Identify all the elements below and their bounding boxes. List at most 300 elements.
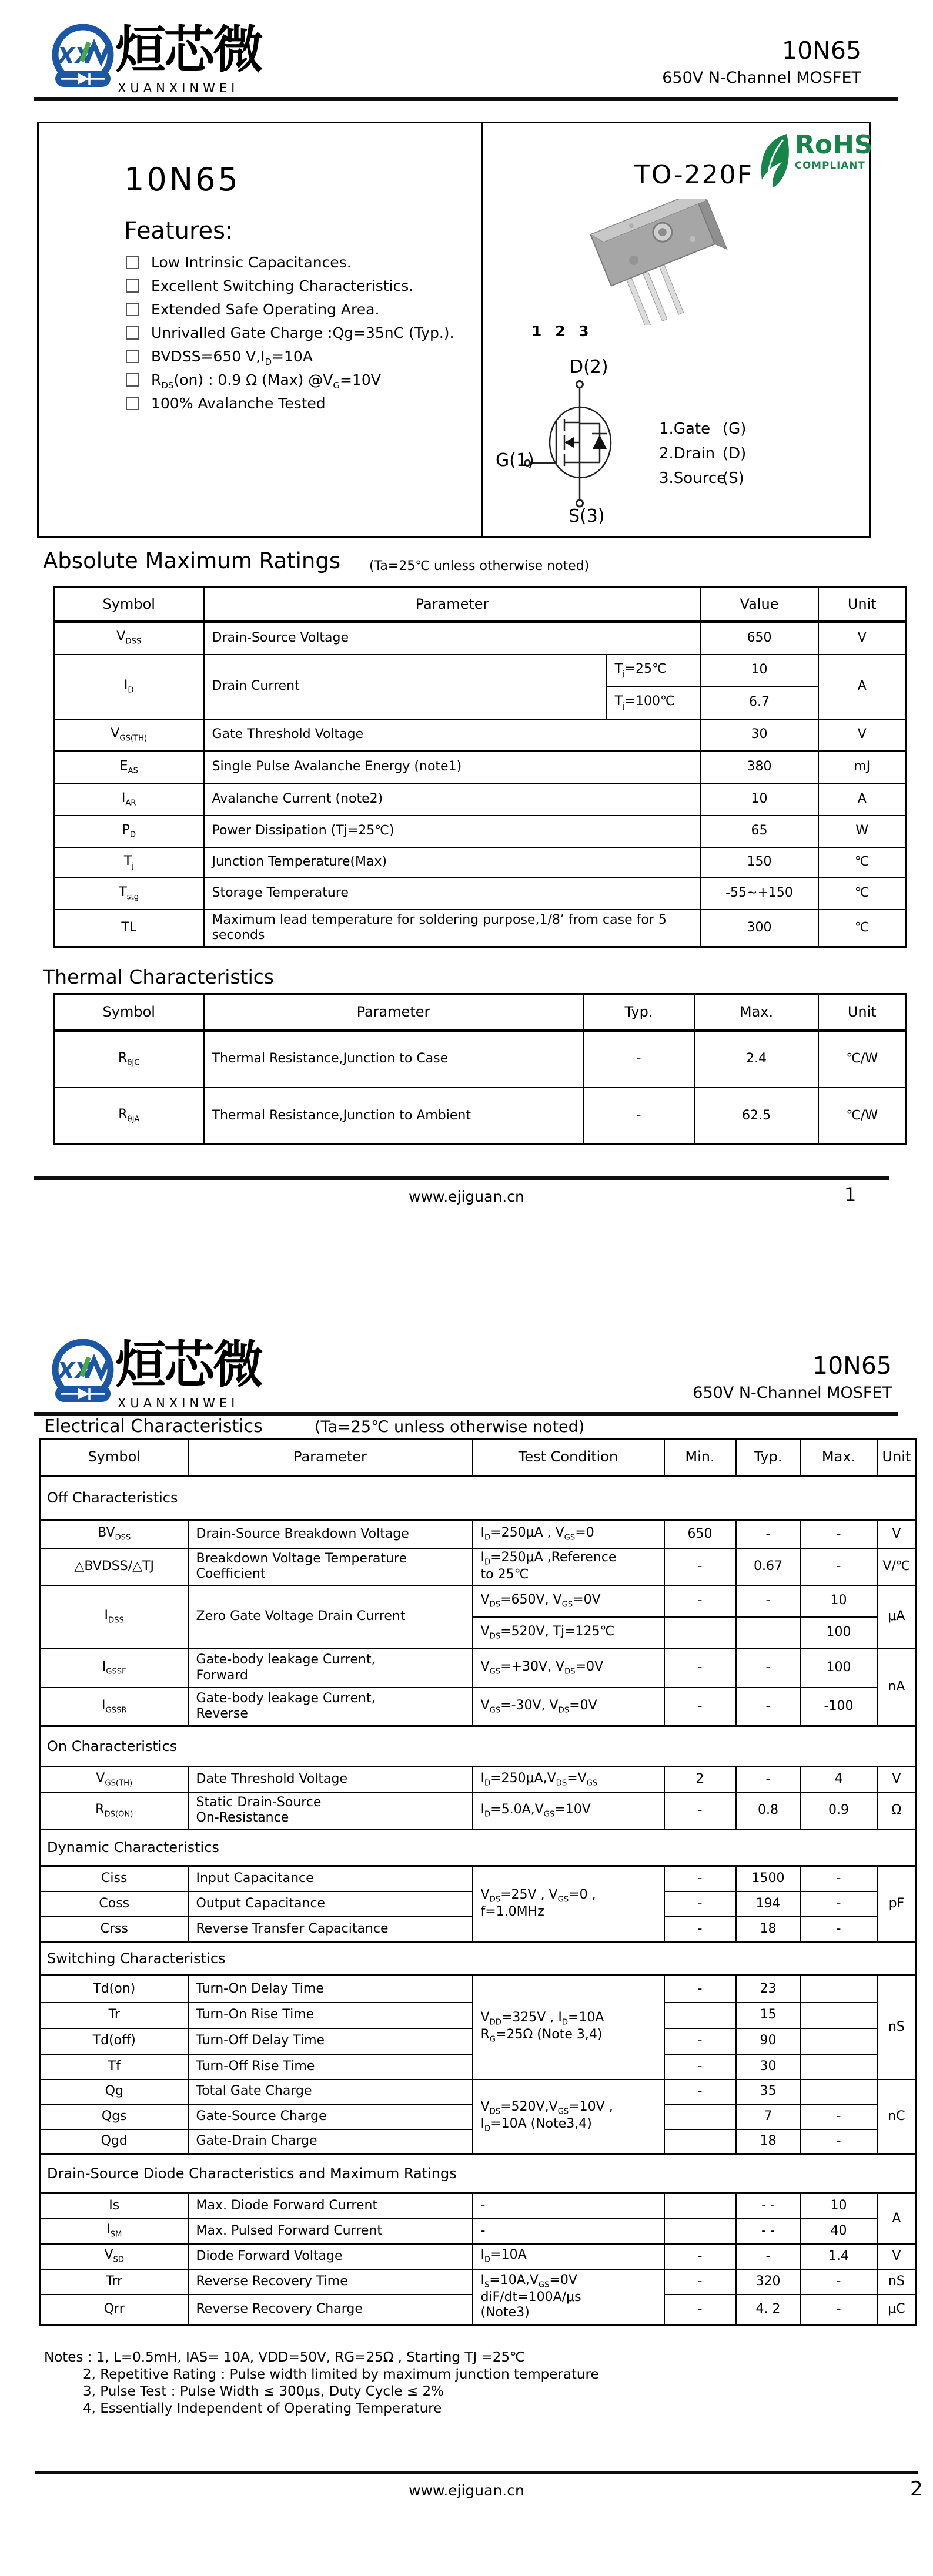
cell: μC	[877, 2295, 917, 2325]
cell: -	[801, 1866, 877, 1891]
section-label: Dynamic Characteristics	[41, 1830, 917, 1866]
feature-item	[126, 395, 467, 418]
pin-abbr: (D)	[723, 445, 747, 462]
cell: $I_{AR}$	[54, 784, 204, 816]
package-name: TO-220F	[634, 160, 753, 190]
column-header: Typ.	[583, 994, 695, 1031]
cell: 1500	[736, 1866, 801, 1891]
cell: V	[818, 719, 907, 751]
table-section-row	[41, 1476, 917, 1520]
cell: Turn-Off Rise Time	[188, 2054, 473, 2079]
cell: Diode Forward Voltage	[188, 2244, 473, 2269]
table-row	[54, 751, 907, 784]
checkbox-icon	[126, 303, 139, 316]
cell: Static Drain-Source On-Resistance	[188, 1792, 473, 1830]
cell: 23	[736, 1975, 801, 2003]
table-row	[41, 1439, 917, 1476]
cell: 65	[701, 816, 818, 847]
cell: $R_{\theta JA}$	[54, 1088, 204, 1145]
cell: Coss	[41, 1891, 188, 1917]
cell: $V_{DS}=520V$, Tj=125℃	[473, 1617, 664, 1649]
cell: Qgs	[41, 2104, 188, 2129]
website-link[interactable]: www.ejiguan.cn	[409, 2482, 524, 2499]
cell: - -	[736, 2193, 801, 2219]
cell: 15	[736, 2003, 801, 2028]
part-subtitle: 650V N-Channel MOSFET	[662, 69, 861, 88]
cell: Max. Diode Forward Current	[188, 2193, 473, 2219]
cell: $R_{DS(ON)}$	[41, 1792, 188, 1830]
company-name-en: XUANXINWEI	[118, 1396, 239, 1410]
cell: $I_D=250\mu A$ , $V_{GS}=0$	[473, 1520, 664, 1548]
cell: 650	[664, 1520, 736, 1548]
cell: Max. Pulsed Forward Current	[188, 2219, 473, 2244]
table-row	[54, 1088, 907, 1145]
cell: 2	[664, 1767, 736, 1792]
abs-ratings-title: Absolute Maximum Ratings	[43, 548, 341, 573]
cell: $T_j$	[54, 847, 204, 878]
page2-number: 2	[910, 2477, 923, 2501]
cell: $V_{DSS}$	[54, 622, 204, 655]
rohs-badge	[756, 132, 873, 192]
note-line: 3, Pulse Test : Pulse Width ≤ 300μs, Duty Cycle ≤ 2%	[83, 2384, 444, 2399]
cell: Gate-Source Charge	[188, 2104, 473, 2129]
cell: $I_{SM}$	[41, 2219, 188, 2244]
table-row	[41, 1585, 917, 1617]
cell: ℃	[818, 847, 907, 878]
cell: Gate-body leakage Current, Reverse	[188, 1688, 473, 1726]
column-header: Symbol	[54, 588, 204, 622]
page2-header	[0, 1315, 933, 1421]
feature-item	[126, 301, 467, 324]
column-header: Parameter	[188, 1439, 473, 1476]
table-row	[54, 622, 907, 655]
table-row	[41, 2193, 917, 2219]
rohs-title: RoHS	[795, 130, 873, 160]
cell: -	[664, 1917, 736, 1942]
company-logo-icon	[49, 20, 116, 96]
cell: -	[664, 1585, 736, 1617]
cell: Ω	[877, 1792, 917, 1830]
cell: Date Threshold Voltage	[188, 1767, 473, 1792]
cell: Td(on)	[41, 1975, 188, 2003]
table-row	[41, 2244, 917, 2269]
cell: 0.9	[801, 1792, 877, 1830]
cell: Total Gate Charge	[188, 2079, 473, 2104]
cell: 10	[801, 1585, 877, 1617]
cell: -	[736, 2244, 801, 2269]
cell: Storage Temperature	[204, 878, 701, 910]
cell: - -	[736, 2219, 801, 2244]
cell: A	[877, 2193, 917, 2244]
abs-ratings-note: (Ta=25℃ unless otherwise noted)	[369, 559, 590, 573]
table-section-row	[41, 1726, 917, 1767]
table-row	[54, 878, 907, 910]
pin-numbers: 1 2 3	[531, 323, 589, 340]
cell	[801, 2003, 877, 2028]
cell: -	[664, 1866, 736, 1891]
cell: 90	[736, 2028, 801, 2054]
cell: -	[473, 2193, 664, 2219]
cell: A	[818, 655, 907, 719]
pin-name: 1.Gate	[659, 420, 711, 438]
cell: ℃/W	[818, 1031, 907, 1088]
page1-footer-rule	[34, 1176, 889, 1180]
cell: Avalanche Current (note2)	[204, 784, 701, 816]
rohs-subtitle: COMPLIANT	[795, 160, 865, 172]
header-rule	[34, 1412, 898, 1416]
company-name-cn: 烜芯微	[115, 1336, 262, 1394]
cell	[801, 1975, 877, 2003]
cell: -	[664, 1649, 736, 1688]
company-logo-icon	[49, 1335, 116, 1411]
cell: Gate Threshold Voltage	[204, 719, 701, 751]
table-row	[41, 1767, 917, 1792]
cell: $V_{DD}=325V$ , $I_D=10A$ $R_G=25\Omega$ (Note 3,4)	[473, 1975, 664, 2079]
cell: Turn-On Delay Time	[188, 1975, 473, 2003]
column-header: Max.	[695, 994, 818, 1031]
checkbox-icon	[126, 397, 139, 410]
cell: -	[583, 1031, 695, 1088]
cell: $T_{stg}$	[54, 878, 204, 910]
table-row	[54, 816, 907, 847]
cell: $I_{GSSR}$	[41, 1688, 188, 1726]
table-section-row	[41, 1942, 917, 1975]
cell: $V_{SD}$	[41, 2244, 188, 2269]
column-header: Test Condition	[473, 1439, 664, 1476]
cell: $I_D=10A$	[473, 2244, 664, 2269]
cell	[664, 2129, 736, 2154]
table-row	[41, 1866, 917, 1891]
header-part-block	[693, 1353, 892, 1402]
table-row	[41, 1548, 917, 1585]
cell: -	[736, 1520, 801, 1548]
table-row	[54, 784, 907, 816]
feature-item	[126, 348, 467, 371]
section-label: Off Characteristics	[41, 1476, 917, 1520]
cell: Single Pulse Avalanche Energy (note1)	[204, 751, 701, 784]
pin-legend-row	[659, 441, 746, 466]
cell: $V_{GS(TH)}$	[54, 719, 204, 751]
cell: Is	[41, 2193, 188, 2219]
table-row	[41, 2269, 917, 2295]
cell: $I_D$	[54, 655, 204, 719]
cell: 30	[736, 2054, 801, 2079]
source-label: S(3)	[569, 506, 605, 526]
cell: -	[801, 2129, 877, 2154]
cell: 18	[736, 2129, 801, 2154]
table-row	[41, 2079, 917, 2104]
cell: Trr	[41, 2269, 188, 2295]
cell: -	[801, 2104, 877, 2129]
part-number: 10N65	[781, 36, 861, 65]
cell: $E_{AS}$	[54, 751, 204, 784]
cell: $I_{DSS}$	[41, 1585, 188, 1649]
cell: Drain Current	[204, 655, 607, 719]
checkbox-icon	[126, 279, 139, 293]
column-header: Min.	[664, 1439, 736, 1476]
cell: 10	[701, 655, 818, 686]
cell: Tf	[41, 2054, 188, 2079]
company-name-cn: 烜芯微	[115, 21, 262, 79]
cell: △BVDSS/△TJ	[41, 1548, 188, 1585]
product-summary-box	[37, 122, 871, 538]
feature-text: BVDSS=650 $V,I_D=10A$	[151, 348, 313, 367]
column-header: Parameter	[204, 588, 701, 622]
column-header: Unit	[818, 588, 907, 622]
cell: V	[877, 2244, 917, 2269]
page1-number: 1	[844, 1183, 857, 1206]
cell	[801, 2028, 877, 2054]
cell: -	[664, 1792, 736, 1830]
cell: 0.67	[736, 1548, 801, 1585]
pin-legend	[659, 417, 746, 491]
cell: A	[818, 784, 907, 816]
cell: -	[736, 1767, 801, 1792]
cell: -	[583, 1088, 695, 1145]
cell: V	[877, 1520, 917, 1548]
features-list	[126, 254, 467, 418]
cell: $I_D=250\mu A$ ,Reference to 25℃	[473, 1548, 664, 1585]
section-label: On Characteristics	[41, 1726, 917, 1767]
cell: $V_{DS}=650V$, $V_{GS}=0V$	[473, 1585, 664, 1617]
cell: Turn-Off Delay Time	[188, 2028, 473, 2054]
cell: 4	[801, 1767, 877, 1792]
cell: mJ	[818, 751, 907, 784]
cell: -	[664, 1975, 736, 2003]
table-row	[54, 719, 907, 751]
feature-item	[126, 254, 467, 277]
cell: Qgd	[41, 2129, 188, 2154]
pin-abbr: (S)	[723, 469, 744, 487]
website-link[interactable]: www.ejiguan.cn	[409, 1188, 524, 1205]
cell: Td(off)	[41, 2028, 188, 2054]
cell: 10	[701, 784, 818, 816]
cell: 4. 2	[736, 2295, 801, 2325]
cell: 18	[736, 1917, 801, 1942]
cell: nC	[877, 2079, 917, 2154]
feature-text: Unrivalled Gate Charge :Qg=35nC (Typ.).	[151, 324, 454, 341]
cell: 1.4	[801, 2244, 877, 2269]
column-header: Unit	[877, 1439, 917, 1476]
note-line: 4, Essentially Independent of Operating Temperature	[83, 2401, 442, 2416]
table-row	[41, 1688, 917, 1726]
table-row	[54, 910, 907, 947]
cell: 10	[801, 2193, 877, 2219]
feature-item	[126, 371, 467, 395]
cell: $T_j=25℃$	[607, 655, 701, 686]
section-label: Drain-Source Diode Characteristics and Maximum Ratings	[41, 2154, 917, 2193]
note-line: Notes : 1, L=0.5mH, IAS= 10A, VDD=50V, RG=25Ω , Starting TJ =25℃	[44, 2350, 525, 2365]
column-header: Symbol	[41, 1439, 188, 1476]
table-row	[54, 655, 907, 686]
part-number: 10N65	[812, 1351, 892, 1380]
rohs-leaf-icon	[756, 132, 792, 192]
cell: $I_D=250\mu A,V_{DS}=V_{GS}$	[473, 1767, 664, 1792]
cell: Reverse Recovery Time	[188, 2269, 473, 2295]
cell: nS	[877, 2269, 917, 2295]
cell: $I_{GSSF}$	[41, 1649, 188, 1688]
header-rule	[34, 97, 898, 101]
cell: Gate-body leakage Current, Forward	[188, 1649, 473, 1688]
table-section-row	[41, 2154, 917, 2193]
cell: Qg	[41, 2079, 188, 2104]
cell: Junction Temperature(Max)	[204, 847, 701, 878]
cell: -	[664, 2269, 736, 2295]
checkbox-icon	[126, 256, 139, 269]
cell	[664, 1617, 736, 1649]
table-row	[41, 2219, 917, 2244]
svg-text:XX: XX	[58, 1358, 92, 1384]
cell	[664, 2104, 736, 2129]
table-row	[54, 994, 907, 1031]
electrical-note: (Ta=25℃ unless otherwise noted)	[315, 1418, 585, 1436]
cell: Ciss	[41, 1866, 188, 1891]
cell: Crss	[41, 1917, 188, 1942]
cell: $V_{GS}=+30V$, $V_{DS}=0V$	[473, 1649, 664, 1688]
column-header: Symbol	[54, 994, 204, 1031]
table-row	[41, 1649, 917, 1688]
checkbox-icon	[126, 373, 139, 387]
cell	[736, 1617, 801, 1649]
feature-item	[126, 324, 467, 348]
cell: Input Capacitance	[188, 1866, 473, 1891]
electrical-title: Electrical Characteristics	[44, 1416, 263, 1437]
cell: TL	[54, 910, 204, 947]
cell: V	[818, 622, 907, 655]
cell: $V_{DS}=25V$ , $V_{GS}=0$ , f=1.0MHz	[473, 1866, 664, 1942]
cell: Reverse Transfer Capacitance	[188, 1917, 473, 1942]
section-label: Switching Characteristics	[41, 1942, 917, 1975]
cell: Thermal Resistance,Junction to Case	[204, 1031, 583, 1088]
cell: μA	[877, 1585, 917, 1649]
cell: V	[877, 1767, 917, 1792]
cell: -	[736, 1688, 801, 1726]
features-title: Features:	[124, 217, 233, 244]
cell: -	[664, 2295, 736, 2325]
table-row	[54, 1031, 907, 1088]
cell: $V_{GS(TH)}$	[41, 1767, 188, 1792]
cell: ℃	[818, 878, 907, 910]
thermal-title: Thermal Characteristics	[43, 965, 275, 988]
cell: -	[473, 2219, 664, 2244]
cell: 0.8	[736, 1792, 801, 1830]
cell	[664, 2193, 736, 2219]
table-row	[41, 1792, 917, 1830]
cell: 62.5	[695, 1088, 818, 1145]
column-header: Value	[701, 588, 818, 622]
cell: 6.7	[701, 686, 818, 719]
cell: 300	[701, 910, 818, 947]
cell: V/℃	[877, 1548, 917, 1585]
cell: 650	[701, 622, 818, 655]
gate-label: G(1)	[496, 450, 534, 471]
cell	[801, 2079, 877, 2104]
column-header: Unit	[818, 994, 907, 1031]
cell: -	[801, 1891, 877, 1917]
box-divider	[481, 123, 483, 536]
svg-text:XX: XX	[58, 43, 92, 69]
cell	[664, 2003, 736, 2028]
cell: Turn-On Rise Time	[188, 2003, 473, 2028]
column-header: Max.	[801, 1439, 877, 1476]
drain-label: D(2)	[570, 357, 608, 377]
table-row	[54, 847, 907, 878]
cell: -	[801, 2269, 877, 2295]
thermal-characteristics-table	[53, 993, 907, 1145]
feature-item	[126, 277, 467, 301]
note-line: 2, Repetitive Rating : Pulse width limited by maximum junction temperature	[83, 2367, 599, 2382]
cell: ℃/W	[818, 1088, 907, 1145]
cell: 7	[736, 2104, 801, 2129]
cell: W	[818, 816, 907, 847]
cell: $R_{\theta JC}$	[54, 1031, 204, 1088]
feature-text: Extended Safe Operating Area.	[151, 301, 380, 318]
cell: Reverse Recovery Charge	[188, 2295, 473, 2325]
cell: Output Capacitance	[188, 1891, 473, 1917]
cell: -	[664, 1548, 736, 1585]
company-name-en: XUANXINWEI	[118, 81, 239, 95]
cell: pF	[877, 1866, 917, 1942]
cell: -	[664, 2079, 736, 2104]
cell: -	[664, 2244, 736, 2269]
pin-name: 3.Source	[659, 469, 727, 487]
cell: Thermal Resistance,Junction to Ambient	[204, 1088, 583, 1145]
cell: -	[801, 1917, 877, 1942]
cell: 100	[801, 1617, 877, 1649]
cell: -	[664, 1891, 736, 1917]
electrical-characteristics-table	[39, 1438, 917, 2326]
mosfet-symbol-icon	[499, 377, 663, 513]
table-section-row	[41, 1830, 917, 1866]
cell: 40	[801, 2219, 877, 2244]
page2-footer-rule	[35, 2471, 918, 2474]
table-row	[54, 588, 907, 622]
pin-name: 2.Drain	[659, 445, 715, 462]
cell: $T_j=100℃$	[607, 686, 701, 719]
column-header: Parameter	[204, 994, 583, 1031]
cell: -55~+150	[701, 878, 818, 910]
cell: $I_S=10A,V_{GS}=0V$ diF/dt=100A/μs (Note3)	[473, 2269, 664, 2325]
checkbox-icon	[126, 350, 139, 363]
cell: 2.4	[695, 1031, 818, 1088]
cell: Breakdown Voltage Temperature Coefficient	[188, 1548, 473, 1585]
notes-block	[44, 2349, 599, 2417]
header-part-block	[662, 38, 861, 87]
cell	[664, 2219, 736, 2244]
cell	[801, 2054, 877, 2079]
cell: Qrr	[41, 2295, 188, 2325]
cell: Tr	[41, 2003, 188, 2028]
cell: nA	[877, 1649, 917, 1726]
cell: $BV_{DSS}$	[41, 1520, 188, 1548]
cell: $P_D$	[54, 816, 204, 847]
cell: Zero Gate Voltage Drain Current	[188, 1585, 473, 1649]
cell: -	[736, 1649, 801, 1688]
table-row	[41, 1975, 917, 2003]
cell: Drain-Source Voltage	[204, 622, 701, 655]
page1-header	[0, 0, 933, 106]
cell: Gate-Drain Charge	[188, 2129, 473, 2154]
column-header: Typ.	[736, 1439, 801, 1476]
cell: 30	[701, 719, 818, 751]
cell: 194	[736, 1891, 801, 1917]
cell: 320	[736, 2269, 801, 2295]
cell: nS	[877, 1975, 917, 2079]
pin-legend-row	[659, 466, 746, 491]
cell: -	[664, 2054, 736, 2079]
cell: Power Dissipation (Tj=25℃)	[204, 816, 701, 847]
pin-abbr: (G)	[723, 420, 747, 438]
